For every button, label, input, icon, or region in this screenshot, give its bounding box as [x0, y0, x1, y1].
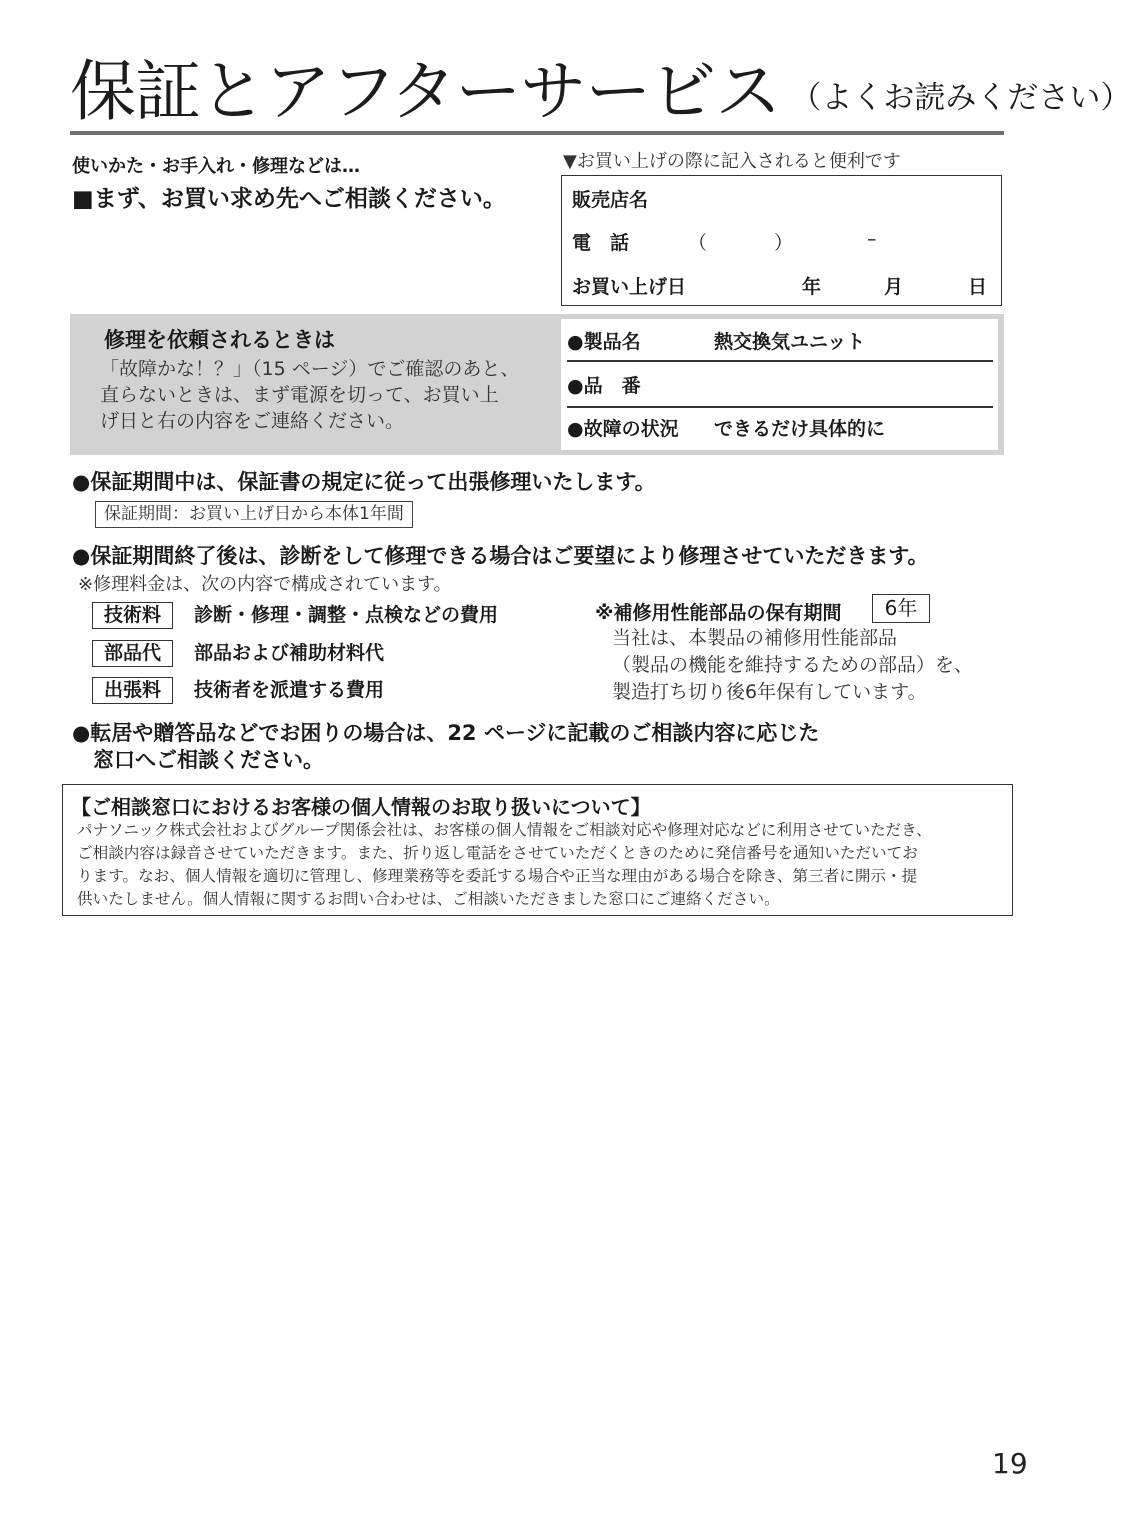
month-label: 月 [884, 276, 904, 298]
phone-open-paren: （ [688, 232, 708, 254]
info-divider [567, 360, 993, 362]
info-divider [567, 406, 993, 408]
store-name-label: 販売店名 [572, 189, 649, 211]
phone-close-paren: ） [774, 232, 794, 254]
repair-line: 直らないときは、まず電源を切って、お買い上 [100, 384, 499, 406]
fee-note: ※修理料金は、次の内容で構成されています。 [78, 574, 452, 595]
phone-dash: – [867, 228, 877, 250]
parts-retention-years: 6年 [872, 594, 930, 623]
warranty-bullet-1: ●保証期間中は、保証書の規定に従って出張修理いたします。 [72, 470, 656, 494]
fee-label-travel: 出張料 [92, 677, 173, 704]
fee-desc-travel: 技術者を派遣する費用 [194, 679, 385, 701]
model-number-label: ●品 番 [567, 375, 641, 397]
page-title-main: 保証とアフターサービス [70, 53, 781, 130]
fault-status-value: できるだけ具体的に [714, 418, 886, 440]
product-name-label: ●製品名 [567, 331, 641, 353]
repair-request-body [100, 356, 555, 434]
phone-label: 電 話 [572, 232, 630, 254]
repair-request-heading: 修理を依頼されるときは [104, 328, 335, 352]
moving-gift-line: ●転居や贈答品などでお困りの場合は、22 ページに記載のご相談内容に応じた [72, 721, 820, 745]
memo-caption: ▼お買い上げの際に記入されると便利です [563, 151, 901, 172]
page-title [70, 52, 1131, 138]
privacy-line: 供いたしません。個人情報に関するお問い合わせは、ご相談いただきました窓口にご連絡ください。 [77, 890, 780, 908]
intro-big-text: ■まず、お買い求め先へご相談ください。 [72, 186, 506, 212]
page-title-sub: （よくお読みください） [790, 80, 1131, 116]
parts-line: 製造打ち切り後6年保有しています。 [612, 681, 927, 703]
fault-status-label: ●故障の状況 [567, 418, 679, 440]
fee-desc-parts: 部品および補助材料代 [194, 642, 385, 664]
purchase-date-label: お買い上げ日 [572, 276, 687, 298]
title-divider [70, 131, 1004, 135]
intro-small-text: 使いかた・お手入れ・修理などは… [72, 156, 360, 177]
page-number: 19 [992, 1447, 1028, 1480]
purchase-memo-box [561, 175, 1002, 306]
fee-label-technical: 技術料 [92, 602, 173, 629]
moving-gift-line: 窓口へご相談ください。 [72, 748, 324, 772]
parts-line: （製品の機能を維持するための部品）を、 [612, 654, 974, 676]
privacy-line: ご相談内容は録音させていただきます。また、折り返し電話をさせていただくときのために発信番号を通知いただいてお [77, 844, 918, 862]
parts-retention-heading: ※補修用性能部品の保有期間 [595, 602, 842, 624]
warranty-bullet-2: ●保証期間終了後は、診断をして修理できる場合はご要望により修理させていただきます。 [72, 544, 929, 568]
repair-line: げ日と右の内容をご連絡ください。 [100, 410, 405, 432]
privacy-line: パナソニック株式会社およびグループ関係会社は、お客様の個人情報をご相談対応や修理対応などに利用させていただき、 [77, 821, 932, 839]
year-label: 年 [802, 276, 822, 298]
parts-retention-body [612, 625, 973, 706]
day-label: 日 [968, 276, 988, 298]
product-name-value: 熱交換気ユニット [714, 331, 866, 353]
fee-label-parts: 部品代 [92, 640, 173, 667]
privacy-notice-title: 【ご相談窓口におけるお客様の個人情報のお取り扱いについて】 [71, 795, 651, 819]
parts-line: 当社は、本製品の補修用性能部品 [612, 627, 898, 649]
moving-gift-bullet [72, 720, 819, 774]
warranty-period-box: 保証期間：お買い上げ日から本体1年間 [95, 501, 413, 528]
privacy-notice-body [77, 819, 1009, 911]
fee-desc-technical: 診断・修理・調整・点検などの費用 [194, 604, 499, 626]
privacy-line: ります。なお、個人情報を適切に管理し、修理業務等を委託する場合や正当な理由がある場合を除き、第三者に開示・提 [77, 867, 918, 885]
repair-line: 「故障かな！？」（15 ページ）でご確認のあと、 [100, 358, 520, 380]
privacy-notice-box [62, 784, 1013, 916]
contact-info-panel [561, 319, 998, 450]
